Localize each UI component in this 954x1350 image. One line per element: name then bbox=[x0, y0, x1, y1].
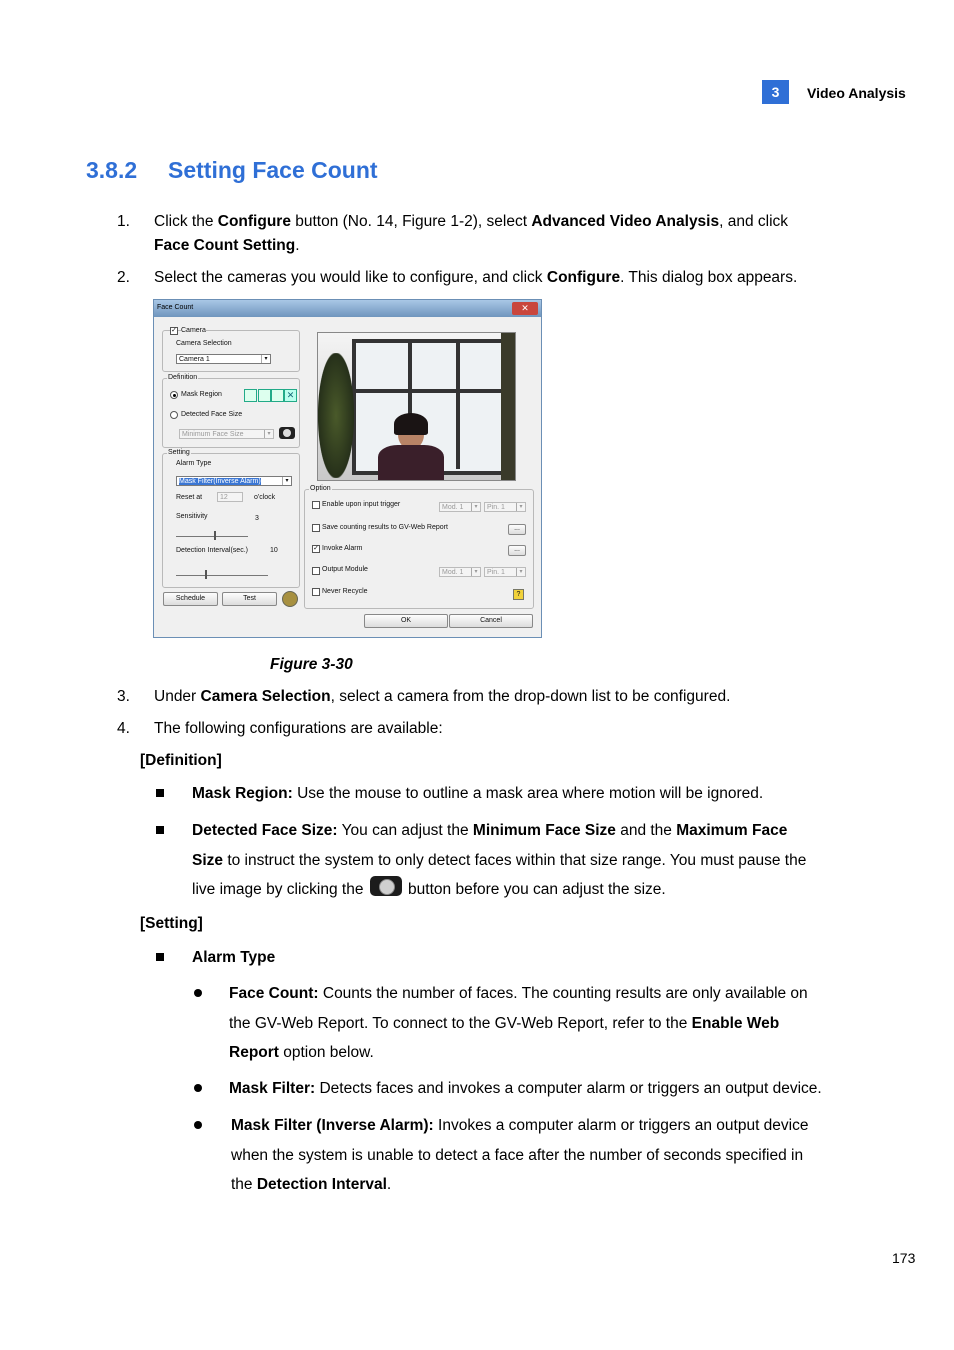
item-text: when the system is unable to detect a face after the number of seconds specified in bbox=[231, 1146, 804, 1164]
square-bullet-icon bbox=[156, 789, 164, 797]
detection-interval-slider-thumb[interactable] bbox=[205, 570, 207, 579]
maximum-face-term: Maximum Face bbox=[676, 822, 788, 839]
page-number: 173 bbox=[892, 1250, 916, 1266]
detection-interval-slider[interactable] bbox=[176, 575, 268, 576]
step-number: 2. bbox=[117, 269, 130, 286]
add-mask-icon[interactable] bbox=[258, 389, 271, 402]
dialog-title-bar bbox=[154, 300, 541, 317]
alarm-settings-button[interactable]: ... bbox=[508, 545, 526, 556]
input-module-select[interactable] bbox=[439, 502, 481, 512]
camera-select-value: Camera 1 bbox=[179, 356, 210, 363]
alarm-type-select[interactable] bbox=[176, 476, 292, 486]
schedule-button[interactable]: Schedule bbox=[163, 592, 218, 606]
mask-region-radio[interactable] bbox=[170, 391, 178, 399]
ok-button[interactable]: OK bbox=[364, 614, 448, 628]
sensitivity-value: 3 bbox=[255, 515, 259, 522]
face-count-dialog bbox=[153, 299, 542, 638]
cancel-button[interactable]: Cancel bbox=[449, 614, 533, 628]
figure-caption: Figure 3-30 bbox=[270, 656, 353, 673]
never-recycle-checkbox[interactable] bbox=[312, 588, 320, 596]
enable-web-term: Enable Web bbox=[691, 1014, 780, 1032]
test-button[interactable]: Test bbox=[222, 592, 277, 606]
invoke-alarm-label: Invoke Alarm bbox=[322, 545, 363, 552]
advanced-video-analysis-term: Advanced Video Analysis bbox=[531, 213, 720, 230]
chevron-down-icon: ▾ bbox=[516, 568, 525, 576]
alarm-type-select-value: Mask Filter(Inverse Alarm) bbox=[179, 478, 261, 485]
item-text: button before you can adjust the size. bbox=[403, 881, 666, 898]
round-bullet-icon bbox=[194, 1084, 202, 1092]
output-module-select[interactable] bbox=[439, 567, 481, 577]
chapter-title: Video Analysis bbox=[807, 85, 906, 101]
input-pin-value: Pin. 1 bbox=[487, 504, 505, 511]
item-text: and the bbox=[615, 822, 677, 839]
face-count-item bbox=[229, 979, 849, 1068]
enable-input-trigger-checkbox[interactable] bbox=[312, 501, 320, 509]
output-module-label: Output Module bbox=[322, 566, 368, 573]
help-icon[interactable]: ? bbox=[513, 589, 524, 600]
draw-mask-icon[interactable] bbox=[244, 389, 257, 402]
item-text: Counts the number of faces. The counting results are only available on bbox=[318, 985, 808, 1002]
camera-select[interactable] bbox=[176, 354, 271, 364]
step-3 bbox=[117, 685, 857, 709]
detected-face-size-label: Detected Face Size bbox=[181, 411, 243, 418]
setting-heading: [Setting] bbox=[140, 915, 203, 932]
configure-term: Configure bbox=[217, 213, 291, 230]
round-bullet-icon bbox=[194, 1121, 202, 1129]
section-title bbox=[86, 157, 378, 184]
item-text: the bbox=[231, 1176, 257, 1193]
alarm-type-item: Alarm Type bbox=[192, 949, 276, 966]
mask-filter-inverse-item bbox=[231, 1111, 851, 1200]
definition-label: Definition bbox=[168, 374, 198, 381]
never-recycle-label: Never Recycle bbox=[322, 588, 368, 595]
reset-at-label: Reset at bbox=[176, 494, 203, 501]
step-number: 3. bbox=[117, 688, 130, 705]
sensitivity-slider[interactable] bbox=[176, 536, 248, 537]
step-number: 4. bbox=[117, 720, 130, 737]
detection-interval-value: 10 bbox=[270, 547, 278, 554]
step-1 bbox=[117, 210, 837, 258]
step-text: The following configurations are available: bbox=[154, 720, 443, 737]
square-bullet-icon bbox=[156, 826, 164, 834]
setting-group bbox=[162, 453, 300, 588]
detected-face-size-item bbox=[192, 816, 847, 905]
report-term: Report bbox=[229, 1044, 279, 1061]
output-module-checkbox[interactable] bbox=[312, 567, 320, 575]
sensitivity-slider-thumb[interactable] bbox=[214, 531, 216, 540]
dialog-title: Face Count bbox=[157, 304, 194, 311]
delete-mask-icon[interactable]: ✕ bbox=[284, 389, 297, 402]
camera-selection-term: Camera Selection bbox=[200, 688, 331, 705]
face-count-term: Face Count: bbox=[229, 985, 319, 1002]
chevron-down-icon: ▾ bbox=[516, 503, 525, 511]
camera-group bbox=[162, 330, 300, 372]
step-text: Click the bbox=[154, 213, 218, 230]
section-title-text: Setting Face Count bbox=[168, 157, 378, 183]
item-text: Detects faces and invokes a computer alarm or triggers an output device. bbox=[315, 1080, 822, 1097]
step-text: Select the cameras you would like to configure, and click bbox=[154, 269, 547, 286]
live-video-preview bbox=[317, 332, 516, 481]
item-text: . bbox=[386, 1176, 392, 1193]
minimum-face-size-term: Minimum Face Size bbox=[472, 822, 616, 839]
invoke-alarm-checkbox[interactable]: ✓ bbox=[313, 545, 319, 552]
detection-interval-term: Detection Interval bbox=[256, 1176, 387, 1193]
face-count-setting-term: Face Count Setting bbox=[154, 237, 296, 254]
input-module-value: Mod. 1 bbox=[442, 504, 464, 511]
close-button[interactable]: ✕ bbox=[512, 302, 538, 315]
step-text: . bbox=[295, 237, 300, 254]
section-number: 3.8.2 bbox=[86, 157, 138, 183]
camera-label: Camera bbox=[181, 327, 206, 334]
mask-region-item bbox=[192, 779, 842, 809]
sensitivity-label: Sensitivity bbox=[176, 513, 208, 520]
output-pin-select[interactable] bbox=[484, 567, 526, 577]
item-text: the GV-Web Report. To connect to the GV-Web Report, refer to the bbox=[229, 1014, 692, 1032]
step-4 bbox=[117, 717, 857, 741]
square-bullet-icon bbox=[156, 953, 164, 961]
alarm-type-label: Alarm Type bbox=[176, 460, 212, 467]
plant-silhouette bbox=[318, 353, 354, 478]
camera-selection-label: Camera Selection bbox=[176, 340, 232, 347]
oclock-label: o'clock bbox=[254, 494, 276, 501]
enable-input-trigger-label: Enable upon input trigger bbox=[322, 501, 401, 508]
item-text: to instruct the system to only detect faces within that size range. You must pause the bbox=[223, 851, 807, 869]
person-body bbox=[378, 445, 444, 481]
step-2 bbox=[117, 266, 857, 290]
configure-term: Configure bbox=[546, 269, 621, 286]
chevron-down-icon: ▾ bbox=[471, 503, 480, 511]
chapter-number-badge: 3 bbox=[762, 80, 789, 104]
mask-region-text: Use the mouse to outline a mask area where motion will be ignored. bbox=[292, 785, 764, 802]
item-text: option below. bbox=[278, 1044, 374, 1061]
mask-region-label: Mask Region bbox=[181, 391, 222, 398]
mask-tool-icons bbox=[244, 389, 295, 400]
round-bullet-icon bbox=[194, 989, 202, 997]
reset-hour-input[interactable] bbox=[217, 492, 243, 502]
step-text: . This dialog box appears. bbox=[620, 269, 798, 286]
detected-face-size-radio[interactable] bbox=[170, 411, 178, 419]
definition-heading: [Definition] bbox=[140, 752, 222, 769]
camera-checkbox[interactable]: ✓ bbox=[171, 327, 177, 334]
chevron-down-icon: ▾ bbox=[264, 430, 273, 438]
mask-region-term: Mask Region: bbox=[192, 785, 293, 802]
step-text: , and click bbox=[719, 213, 789, 230]
output-module-value: Mod. 1 bbox=[442, 569, 464, 576]
face-size-select-value: Minimum Face Size bbox=[182, 431, 244, 438]
chevron-down-icon: ▾ bbox=[261, 355, 270, 363]
item-text: live image by clicking the bbox=[192, 881, 368, 898]
save-counting-label: Save counting results to GV-Web Report bbox=[322, 524, 448, 531]
detection-interval-label: Detection Interval(sec.) bbox=[176, 547, 248, 554]
size-term: Size bbox=[192, 851, 224, 869]
camera-pause-icon[interactable] bbox=[279, 427, 295, 439]
face-size-select[interactable] bbox=[179, 429, 274, 439]
mask-filter-inverse-term: Mask Filter (Inverse Alarm): bbox=[231, 1117, 434, 1134]
save-counting-checkbox[interactable] bbox=[312, 524, 320, 532]
detected-face-size-term: Detected Face Size: bbox=[192, 822, 338, 839]
setting-label: Setting bbox=[168, 449, 190, 456]
step-text: , select a camera from the drop-down list to be configured. bbox=[330, 688, 731, 705]
reset-hour-value: 12 bbox=[220, 494, 228, 501]
web-report-settings-button[interactable]: ... bbox=[508, 524, 526, 535]
output-pin-value: Pin. 1 bbox=[487, 569, 505, 576]
mask-filter-term: Mask Filter: bbox=[229, 1080, 316, 1097]
mask-filter-item bbox=[229, 1074, 869, 1104]
item-text: Invokes a computer alarm or triggers an output device bbox=[433, 1117, 809, 1134]
edit-mask-icon[interactable] bbox=[271, 389, 284, 402]
chevron-down-icon: ▾ bbox=[282, 477, 291, 485]
step-text: Under bbox=[154, 688, 201, 705]
item-text: You can adjust the bbox=[337, 822, 473, 839]
input-pin-select[interactable] bbox=[484, 502, 526, 512]
camera-pause-icon bbox=[370, 876, 402, 896]
sound-icon[interactable] bbox=[282, 591, 298, 607]
option-label: Option bbox=[310, 485, 331, 492]
step-text: button (No. 14, Figure 1-2), select bbox=[290, 213, 532, 230]
chevron-down-icon: ▾ bbox=[471, 568, 480, 576]
step-number: 1. bbox=[117, 213, 130, 230]
